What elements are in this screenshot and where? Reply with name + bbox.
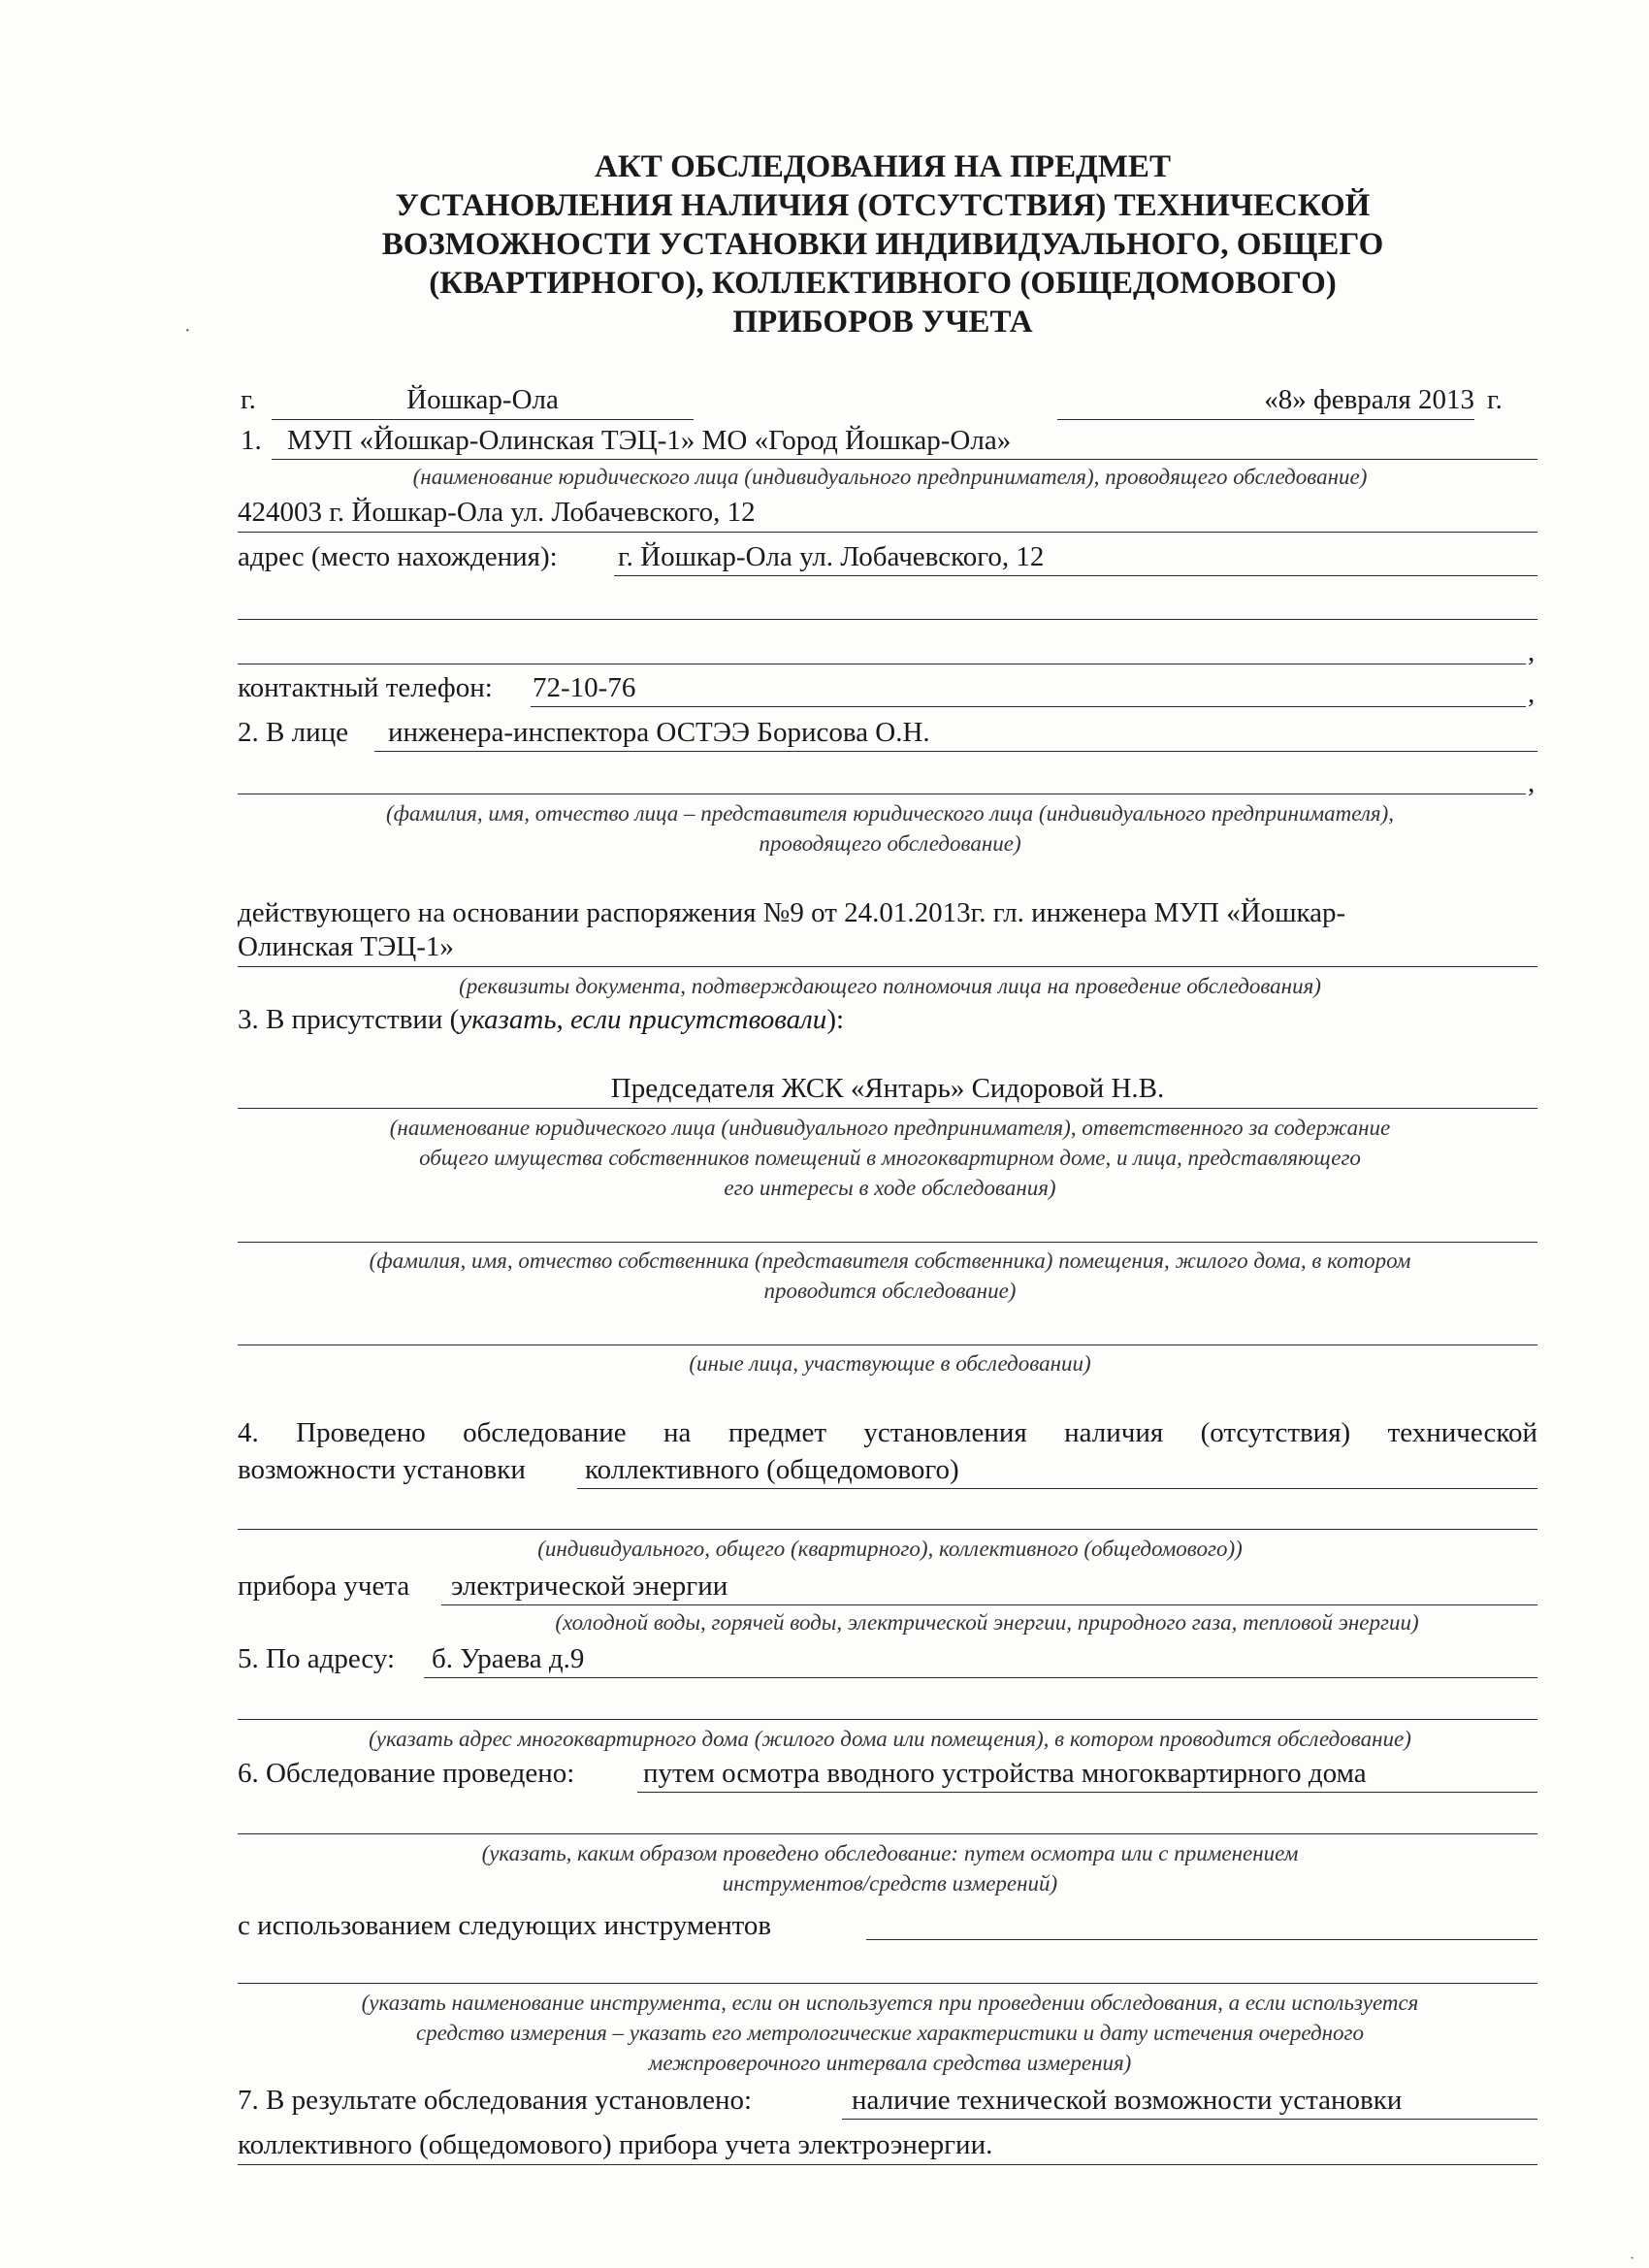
line-comma: , <box>1528 636 1536 667</box>
present-caption-line: общего имущества собственников помещений в многоквартирном доме, и лица, представляющего <box>419 1146 1361 1170</box>
date-suffix: г. <box>1487 384 1503 415</box>
blank-rule <box>238 1833 1537 1834</box>
section1-number: 1. <box>241 425 262 456</box>
scan-speck: · <box>184 320 191 341</box>
tools-caption-line: средство измерения – указать его метрологические характеристики и дату истечения очередного <box>415 2021 1365 2045</box>
address-label: адрес (место нахождения): <box>238 541 558 572</box>
basis-caption: (реквизиты документа, подтверждающего полномочия лица на проведение обследования) <box>459 974 1321 998</box>
section4-text-line: 4. Проведено обследование на предмет установления наличия (отсутствия) технической <box>238 1417 1537 1448</box>
tools-label: с использованием следующих инструментов <box>238 1910 772 1941</box>
phone-label: контактный телефон: <box>238 672 493 703</box>
tools-caption-line: межпроверочного интервала средства измерения) <box>648 2051 1132 2075</box>
phone-field: 72-10-76 <box>531 670 1526 707</box>
title-line: ВОЗМОЖНОСТИ УСТАНОВКИ ИНДИВИДУАЛЬНОГО, ОБЩЕГО <box>381 227 1384 262</box>
blank-rule <box>238 1719 1537 1720</box>
representative-caption-line: (фамилия, имя, отчество лица – представителя юридического лица (индивидуального предпринимателя), <box>385 801 1395 826</box>
title-line: (КВАРТИРНОГО), КОЛЛЕКТИВНОГО (ОБЩЕДОМОВОГО) <box>429 266 1337 301</box>
section6-label: 6. Обследование проведено: <box>238 1758 575 1789</box>
owner-caption-line: (фамилия, имя, отчество собственника (представителя собственника) помещения, жилого дома, в котором <box>369 1248 1411 1273</box>
address-field: г. Йошкар-Ола ул. Лобачевского, 12 <box>614 539 1537 576</box>
result-field-line: коллективного (общедомового) прибора учета электроэнергии. <box>238 2127 1537 2165</box>
org-address-line: 424003 г. Йошкар-Ола ул. Лобачевского, 12 <box>238 495 1537 533</box>
line-comma: , <box>1528 767 1536 798</box>
address-inspected-field: б. Ураева д.9 <box>424 1641 1537 1678</box>
section5-label: 5. По адресу: <box>238 1643 396 1674</box>
address-inspected-caption: (указать адрес многоквартирного дома (жилого дома или помещения), в котором проводится обследование) <box>369 1727 1411 1751</box>
meter-type-caption: (индивидуального, общего (квартирного), коллективного (общедомового)) <box>537 1537 1243 1561</box>
method-field: путем осмотра вводного устройства многоквартирного дома <box>637 1756 1537 1793</box>
section3-label-end: ): <box>826 1004 845 1035</box>
meter-resource-caption: (холодной воды, горячей воды, электрической энергии, природного газа, тепловой энергии) <box>555 1610 1419 1635</box>
basis-text-line: Олинская ТЭЦ-1» <box>238 929 1537 967</box>
blank-rule <box>238 1242 1537 1243</box>
section7-label: 7. В результате обследования установлено: <box>238 2085 753 2116</box>
section2-label: 2. В лице <box>238 717 348 748</box>
present-caption-line: (наименование юридического лица (индивидуального предпринимателя), ответственного за содержание <box>389 1116 1391 1140</box>
title-line: ПРИБОРОВ УЧЕТА <box>732 305 1033 340</box>
present-person-field: Председателя ЖСК «Янтарь» Сидоровой Н.В. <box>238 1071 1537 1109</box>
blank-rule <box>238 1983 1537 1984</box>
present-caption-line: его интересы в ходе обследования) <box>724 1176 1056 1200</box>
line-comma: , <box>1528 678 1536 709</box>
document-title <box>242 147 1523 341</box>
title-line: УСТАНОВЛЕНИЯ НАЛИЧИЯ (ОТСУТСТВИЯ) ТЕХНИЧЕСКОЙ <box>395 188 1371 223</box>
meter-type-field: коллективного (общедомового) <box>577 1452 1537 1489</box>
owner-caption-line: проводится обследование) <box>763 1279 1017 1303</box>
title-line: АКТ ОБСЛЕДОВАНИЯ НА ПРЕДМЕТ <box>595 149 1171 184</box>
method-caption-line: (указать, каким образом проведено обследование: путем осмотра или с применением <box>481 1841 1299 1865</box>
meter-label: прибора учета <box>238 1571 410 1602</box>
blank-rule <box>238 619 1537 620</box>
representative-field: инженера-инспектора ОСТЭЭ Борисова О.Н. <box>374 715 1537 752</box>
result-field-line: наличие технической возможности установки <box>842 2083 1537 2120</box>
scan-speck: · <box>1630 2251 1635 2267</box>
basis-text-line: действующего на основании распоряжения №9 от 24.01.2013г. гл. инженера МУП «Йошкар- <box>238 897 1346 928</box>
section3-label-italic: указать, если присутствовали <box>459 1004 827 1035</box>
representative-caption-line: проводящего обследование) <box>759 831 1021 856</box>
section3-label-start: 3. В присутствии ( <box>238 1004 460 1035</box>
section4-label: возможности установки <box>238 1454 526 1485</box>
org-name-caption: (наименование юридического лица (индивидуального предпринимателя), проводящего обследование) <box>412 465 1368 489</box>
city-prefix: г. <box>241 384 256 415</box>
meter-resource-field: электрической энергии <box>441 1569 1537 1605</box>
tools-field <box>866 1939 1537 1940</box>
city-field: Йошкар-Ола <box>272 382 694 420</box>
tools-caption-line: (указать наименование инструмента, если он используется при проведении обследования, а если используется <box>361 1991 1419 2015</box>
date-field: «8» февраля 2013 <box>1057 382 1474 420</box>
others-caption: (иные лица, участвующие в обследовании) <box>689 1351 1091 1376</box>
method-caption-line: инструментов/средств измерений) <box>722 1871 1058 1895</box>
org-name-field: МУП «Йошкар-Олинская ТЭЦ-1» МО «Город Йошкар-Ола» <box>272 423 1537 460</box>
blank-rule <box>238 1529 1537 1530</box>
section3-label <box>238 1002 844 1037</box>
